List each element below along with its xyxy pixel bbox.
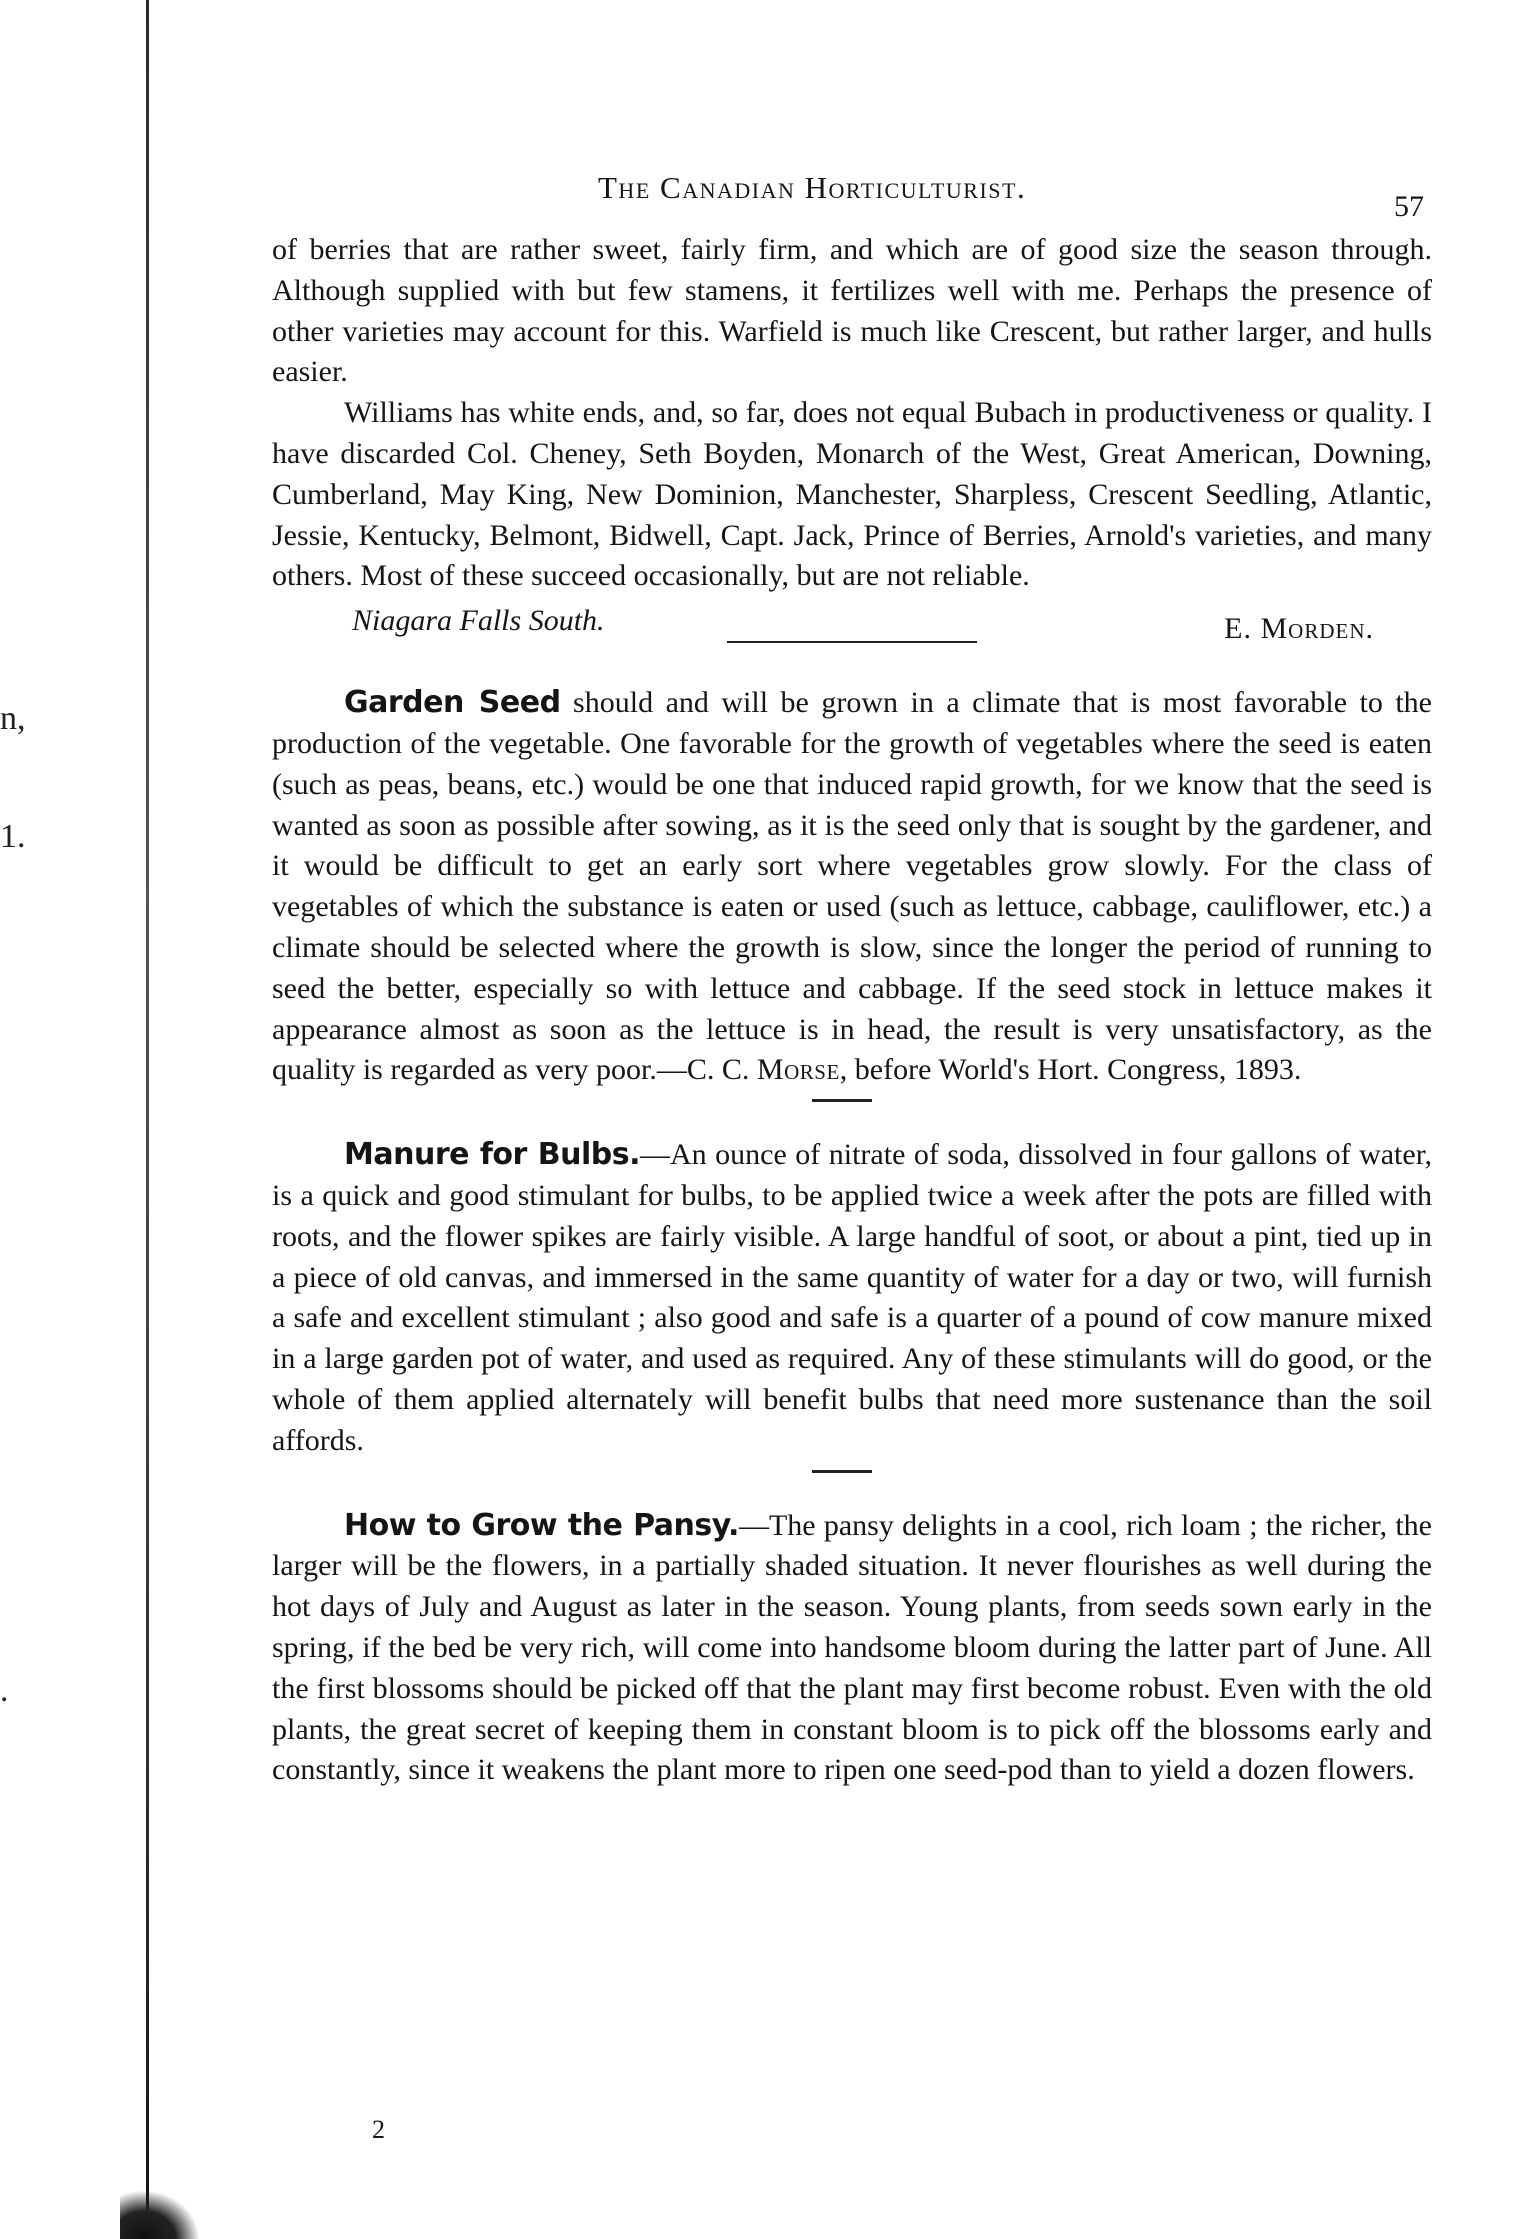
printer-signature-mark: 2	[372, 2115, 385, 2144]
signature-place: Niagara Falls South.	[352, 604, 605, 638]
article-credit-rest: , before World's Hort. Congress, 1893.	[839, 1053, 1302, 1087]
binding-shadow	[120, 2190, 200, 2239]
article-heading: How to Grow the Pansy.	[344, 1507, 739, 1543]
article-paragraph	[272, 683, 1432, 1091]
article-heading: Manure for Bulbs.	[344, 1137, 641, 1173]
page-header	[260, 162, 1440, 222]
article-paragraph	[272, 1135, 1432, 1461]
article-pansy	[272, 1506, 1432, 1792]
continued-paragraph: of berries that are rather sweet, fairly firm, and which are of good size the season through. Although supplied with but few stamens, it fertilizes well with me. Perhaps the presence of other varieties may account for this. Warfield is much like Crescent, but rather larger, and hulls easier.	[272, 233, 1432, 389]
article-text: should and will be grown in a climate that is most favorable to the production of the vegetable. One favorable for the growth of vegetables where the seed is eaten (such as peas, beans, etc.) would be one that induced rapid growth, for we know that the seed is wanted as soon as possible after sowing, as it is the seed only that is sought by the gardener, and it would be difficult to get an early sort where vegetables grow slowly. For the class of vegetables of which the substance is eaten or used (such as lettuce, cabbage, cauliflower, etc.) a climate should be selected where the growth is slow, since the longer the period of running to seed the better, especially so with lettuce and cabbage. If the seed stock in lettuce makes it appearance almost as soon as the lettuce is in head, the result is very unsatisfactory, as the quality is regarded as very poor.—C. C.	[272, 686, 1432, 1087]
margin-fragment-3: .	[0, 1672, 9, 1709]
running-head: The Canadian Horticulturist.	[598, 170, 1027, 205]
page-number: 57	[1394, 190, 1424, 223]
williams-paragraph: Williams has white ends, and, so far, does not equal Bubach in productiveness or quality. I have discarded Col. Cheney, Seth Boyden, Monarch of the West, Great American, Downing, Cumberland, May King, New Dominion, Manchester, Sharpless, Crescent Seedling, Atlantic, Jessie, Kentucky, Belmont, Bidwell, Capt. Jack, Prince of Berries, Arnold's varieties, and many others. Most of these succeed occasionally, but are not reliable.	[272, 396, 1432, 593]
article-paragraph	[272, 1506, 1432, 1792]
short-rule-1	[272, 1091, 1432, 1111]
signature-author: E. Morden.	[1224, 612, 1374, 646]
article-manure-for-bulbs	[272, 1135, 1432, 1461]
margin-fragment-2: 1.	[0, 818, 26, 855]
page-body	[272, 230, 1432, 1791]
article-text: —The pansy delights in a cool, rich loam ; the richer, the larger will be the flowers, in a partially shaded situation. It never flourishes as well during the hot days of July and August as later in the season. Young plants, from seeds sown early in the spring, if the bed be very rich, will come into handsome bloom during the latter part of June. All the first blossoms should be picked off that the plant may first become robust. Even with the old plants, the great secret of keeping them in constant bloom is to pick off the blossoms early and constantly, since it weakens the plant more to ripen one seed-pod than to yield a dozen flowers.	[272, 1508, 1432, 1787]
short-rule-2	[272, 1462, 1432, 1482]
divider	[812, 1470, 872, 1473]
article-heading: Garden Seed	[344, 685, 561, 721]
divider	[812, 1099, 872, 1102]
article-garden-seed	[272, 683, 1432, 1091]
article-text: —An ounce of nitrate of soda, dissolved in four gallons of water, is a quick and good stimulant for bulbs, to be applied twice a week after the pots are filled with roots, and the flower spikes are fairly visible. A large handful of soot, or about a pint, tied up in a piece of old canvas, and immersed in the same quantity of water for a day or two, will furnish a safe and excellent stimulant ; also good and safe is a quarter of a pound of cow manure mixed in a large garden pot of water, and used as required. Any of these stimulants will do good, or the whole of them applied alternately will benefit bulbs that need more sustenance than the soil affords.	[272, 1138, 1432, 1457]
margin-fragment-1: n,	[0, 700, 26, 737]
article-credit-name: Morse	[756, 1053, 840, 1087]
signature-line	[272, 601, 1432, 645]
section-rule	[727, 641, 977, 643]
binding-edge	[146, 0, 149, 2239]
